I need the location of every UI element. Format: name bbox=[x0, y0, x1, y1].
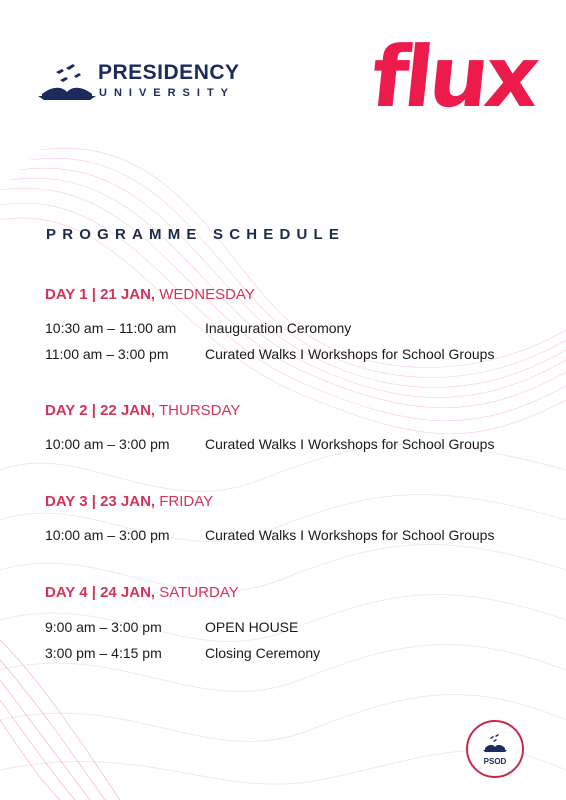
schedule-event: Closing Ceremony bbox=[205, 645, 321, 661]
schedule-row bbox=[45, 346, 545, 366]
flux-logo: flux bbox=[366, 28, 541, 126]
book-icon bbox=[482, 732, 508, 754]
schedule-time: 11:00 am – 3:00 pm bbox=[45, 346, 169, 362]
schedule-time: 10:30 am – 11:00 am bbox=[45, 320, 177, 336]
day-3-date: DAY 3 | 23 JAN, bbox=[45, 493, 156, 510]
university-name: PRESIDENCY bbox=[98, 61, 240, 84]
schedule-event: Curated Walks I Workshops for School Groups bbox=[205, 436, 495, 452]
schedule-event: Curated Walks I Workshops for School Groups bbox=[205, 527, 495, 543]
day-3-title bbox=[45, 493, 213, 510]
schedule-time: 10:00 am – 3:00 pm bbox=[45, 527, 170, 543]
day-2-weekday: THURSDAY bbox=[155, 402, 241, 419]
schedule-row bbox=[45, 645, 545, 665]
schedule-time: 9:00 am – 3:00 pm bbox=[45, 619, 162, 635]
day-4-weekday: SATURDAY bbox=[155, 584, 239, 601]
schedule-row bbox=[45, 320, 545, 340]
day-3-weekday: FRIDAY bbox=[155, 493, 214, 510]
schedule-row bbox=[45, 619, 545, 639]
psod-badge bbox=[466, 720, 524, 778]
day-1-date: DAY 1 | 21 JAN, bbox=[45, 286, 156, 303]
psod-label: PSOD bbox=[483, 757, 507, 766]
day-2-title bbox=[45, 402, 240, 419]
page-title: PROGRAMME SCHEDULE bbox=[46, 226, 346, 243]
schedule-row bbox=[45, 436, 545, 456]
schedule-event: Inauguration Ceromony bbox=[205, 320, 352, 336]
schedule-row bbox=[45, 527, 545, 547]
day-1-weekday: WEDNESDAY bbox=[155, 286, 255, 303]
day-4-title bbox=[45, 584, 239, 601]
schedule-event: OPEN HOUSE bbox=[205, 619, 299, 635]
university-subtitle: UNIVERSITY bbox=[99, 87, 236, 99]
schedule-time: 10:00 am – 3:00 pm bbox=[45, 436, 170, 452]
day-1-title bbox=[45, 286, 255, 303]
schedule-time: 3:00 pm – 4:15 pm bbox=[45, 645, 162, 661]
day-2-date: DAY 2 | 22 JAN, bbox=[45, 402, 156, 419]
schedule-event: Curated Walks I Workshops for School Groups bbox=[205, 346, 495, 362]
day-4-date: DAY 4 | 24 JAN, bbox=[45, 584, 156, 601]
